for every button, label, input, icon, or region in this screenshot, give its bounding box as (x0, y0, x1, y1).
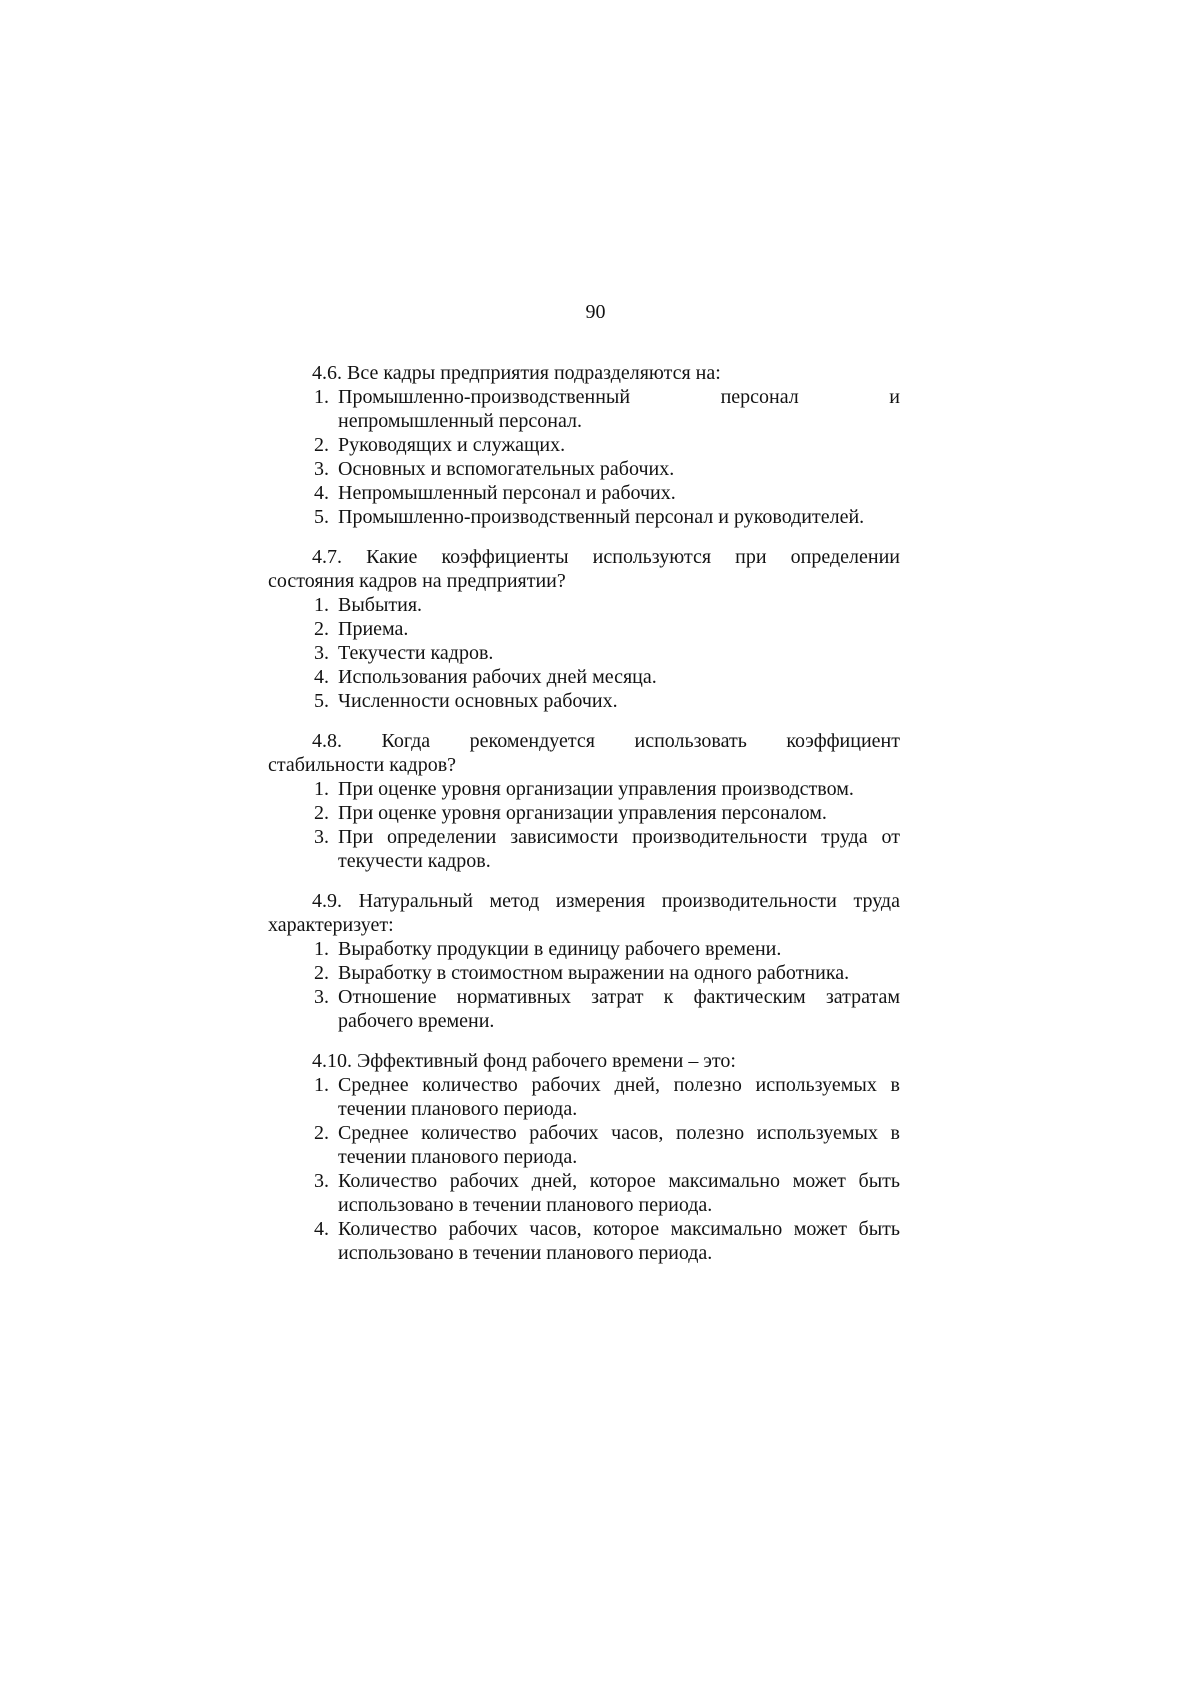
option-number: 2. (314, 434, 329, 456)
heading-line: 4.10. Эффективный фонд рабочего времени – это: (312, 1050, 736, 1072)
option-text-line: Численности основных рабочих. (338, 690, 618, 712)
option-number: 3. (314, 642, 329, 664)
answer-option (268, 825, 900, 873)
answer-option (268, 1217, 900, 1265)
option-text-line: Промышленно-производственный персонал и (338, 386, 900, 408)
heading-line: состояния кадров на предприятии? (268, 570, 566, 592)
option-text-line: Непромышленный персонал и рабочих. (338, 482, 676, 504)
heading-line: стабильности кадров? (268, 754, 457, 776)
option-text (338, 385, 900, 433)
option-text-line: использовано в течении планового периода. (338, 1242, 713, 1264)
option-text (338, 1121, 900, 1169)
answer-option (268, 617, 900, 641)
question-4.6 (268, 361, 900, 529)
answer-option (268, 641, 900, 665)
option-text-line: Основных и вспомогательных рабочих. (338, 458, 675, 480)
answer-option (268, 505, 900, 529)
option-text-line: непромышленный персонал. (338, 410, 582, 432)
answer-option (268, 689, 900, 713)
option-text-line: рабочего времени. (338, 1010, 495, 1032)
option-number: 1. (314, 778, 329, 800)
heading-line: 4.7. Какие коэффициенты используются при определении (312, 546, 900, 568)
questions-container (268, 361, 900, 1265)
option-text (338, 801, 900, 825)
answer-option (268, 457, 900, 481)
option-text (338, 777, 900, 801)
option-number: 2. (314, 618, 329, 640)
option-number: 4. (314, 1218, 329, 1240)
option-text-line: Среднее количество рабочих дней, полезно используемых в (338, 1074, 900, 1096)
option-text (338, 961, 900, 985)
option-text (338, 937, 900, 961)
answer-option (268, 385, 900, 433)
option-text-line: Приема. (338, 618, 409, 640)
page-number: 90 (585, 301, 606, 323)
answer-option (268, 937, 900, 961)
answer-option (268, 1169, 900, 1217)
option-text-line: Использования рабочих дней месяца. (338, 666, 657, 688)
question-heading (268, 889, 900, 937)
option-text-line: Выработку продукции в единицу рабочего времени. (338, 938, 782, 960)
question-4.7 (268, 545, 900, 713)
option-text-line: Промышленно-производственный персонал и руководителей. (338, 506, 865, 528)
option-text-line: Количество рабочих часов, которое максимально может быть (338, 1218, 900, 1240)
option-text-line: Количество рабочих дней, которое максимально может быть (338, 1170, 900, 1192)
option-number: 5. (314, 506, 329, 528)
question-heading (268, 729, 900, 777)
option-text-line: Выработку в стоимостном выражении на одного работника. (338, 962, 850, 984)
option-text-line: использовано в течении планового периода. (338, 1194, 713, 1216)
question-heading (268, 361, 900, 385)
option-text (338, 1169, 900, 1217)
option-number: 4. (314, 666, 329, 688)
answer-option (268, 985, 900, 1033)
option-number: 3. (314, 826, 329, 848)
question-4.10 (268, 1049, 900, 1265)
option-number: 1. (314, 1074, 329, 1096)
question-4.9 (268, 889, 900, 1033)
option-number: 2. (314, 1122, 329, 1144)
option-text (338, 617, 900, 641)
option-text-line: Отношение нормативных затрат к фактическим затратам (338, 986, 900, 1008)
option-number: 3. (314, 1170, 329, 1192)
option-text-line: Среднее количество рабочих часов, полезно используемых в (338, 1122, 900, 1144)
option-number: 1. (314, 386, 329, 408)
option-text-line: При определении зависимости производительности труда от (338, 826, 900, 848)
option-text-line: Выбытия. (338, 594, 423, 616)
answer-option (268, 665, 900, 689)
answer-option (268, 1073, 900, 1121)
option-text (338, 457, 900, 481)
option-text (338, 825, 900, 873)
option-text (338, 481, 900, 505)
answer-option (268, 777, 900, 801)
heading-line: 4.9. Натуральный метод измерения производительности труда (312, 890, 900, 912)
option-number: 1. (314, 594, 329, 616)
option-text-line: течении планового периода. (338, 1146, 578, 1168)
option-number: 2. (314, 962, 329, 984)
option-text (338, 505, 900, 529)
answer-option (268, 1121, 900, 1169)
answer-option (268, 481, 900, 505)
question-heading (268, 1049, 900, 1073)
option-text (338, 433, 900, 457)
option-text (338, 689, 900, 713)
answer-option (268, 961, 900, 985)
option-number: 2. (314, 802, 329, 824)
option-number: 1. (314, 938, 329, 960)
option-text (338, 641, 900, 665)
heading-line: характеризует: (268, 914, 394, 936)
option-number: 4. (314, 482, 329, 504)
answer-option (268, 433, 900, 457)
answer-option (268, 593, 900, 617)
question-heading (268, 545, 900, 593)
option-text-line: При оценке уровня организации управления производством. (338, 778, 854, 800)
option-text (338, 985, 900, 1033)
option-text-line: Руководящих и служащих. (338, 434, 566, 456)
option-number: 3. (314, 458, 329, 480)
heading-line: 4.8. Когда рекомендуется использовать коэффициент (312, 730, 900, 752)
option-text (338, 593, 900, 617)
option-text-line: течении планового периода. (338, 1098, 578, 1120)
option-text (338, 665, 900, 689)
heading-line: 4.6. Все кадры предприятия подразделяются на: (312, 362, 721, 384)
option-text (338, 1073, 900, 1121)
question-4.8 (268, 729, 900, 873)
option-text-line: Текучести кадров. (338, 642, 494, 664)
option-text-line: При оценке уровня организации управления персоналом. (338, 802, 827, 824)
option-text-line: текучести кадров. (338, 850, 491, 872)
answer-option (268, 801, 900, 825)
option-number: 3. (314, 986, 329, 1008)
option-text (338, 1217, 900, 1265)
option-number: 5. (314, 690, 329, 712)
